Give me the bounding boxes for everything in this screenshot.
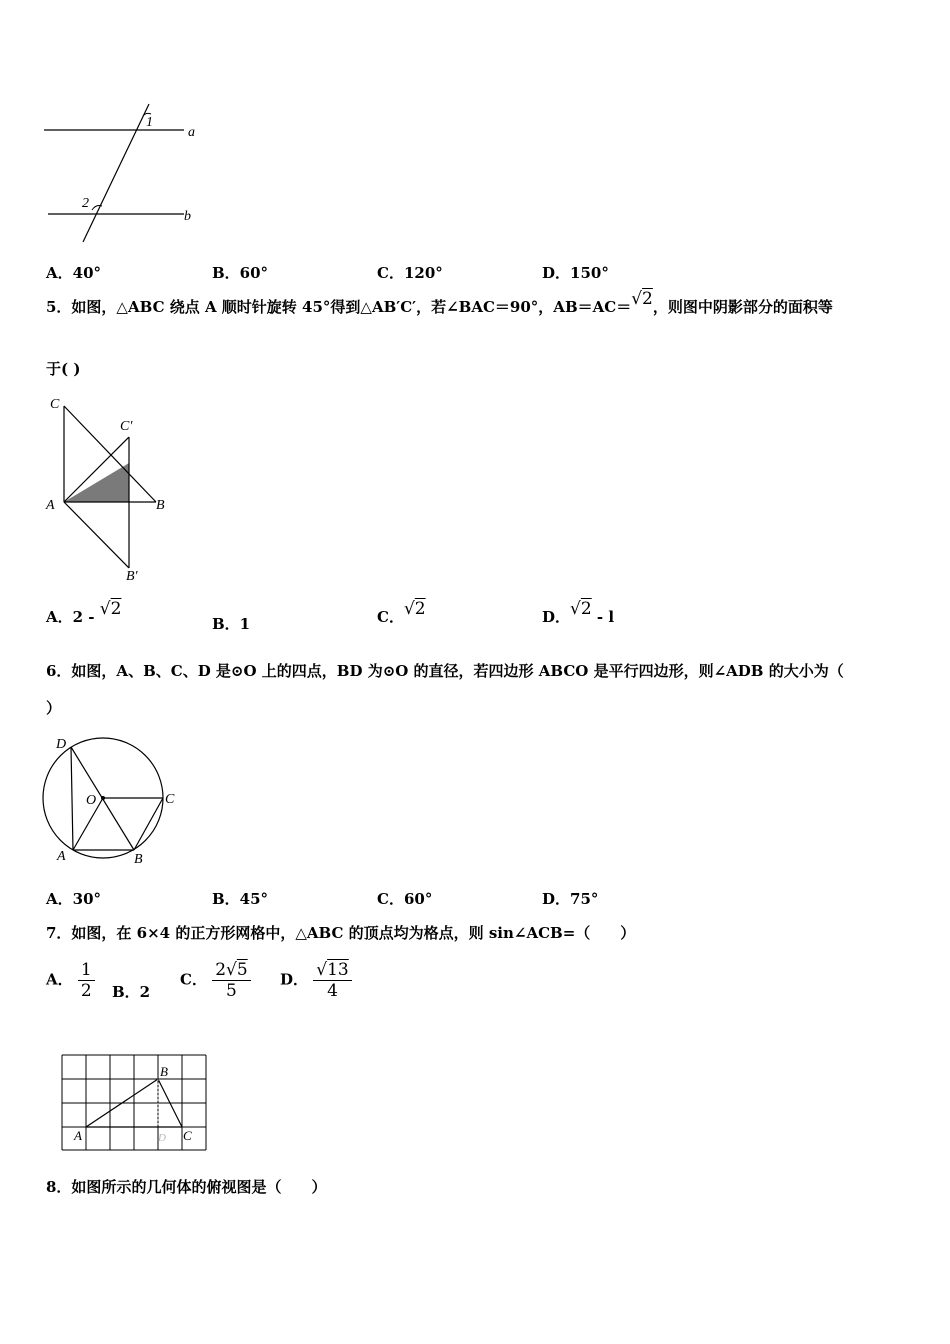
q7-point-c-label: C: [183, 1128, 192, 1143]
q5-point-a-label: A: [46, 498, 55, 513]
q5-point-b-label: B: [156, 498, 165, 513]
q6-stem-line1: 6．如图，A、B、C、D 是⊙O 上的四点，BD 为⊙O 的直径，若四边形 ABCO 是平行四边形，则∠ADB 的大小为（: [46, 662, 844, 680]
q7-option-b: B．2: [112, 983, 151, 1001]
q7-grid-figure: [58, 1050, 218, 1156]
q7-point-a-label: A: [74, 1128, 82, 1143]
q8-stem: 8．如图所示的几何体的俯视图是（ ）: [46, 1178, 327, 1196]
q5-stem-line2: 于( ): [46, 360, 81, 378]
q4-option-c: C．120°: [377, 264, 443, 282]
q7-option-c: C． $\frac{2√5}{5}$: [180, 960, 251, 1001]
q6-option-b: B．45°: [212, 890, 269, 908]
q5-option-a: A．2 - √2: [46, 599, 122, 626]
q4-parallel-lines-figure: [40, 100, 205, 248]
q5-option-b: B．1: [212, 615, 251, 633]
q6-option-c: C．60°: [377, 890, 433, 908]
q5-rotation-figure: [42, 392, 177, 584]
q5-option-c: C．√2: [377, 599, 426, 626]
q6-circle-figure: [40, 730, 185, 868]
q7-option-d: D． $\frac{√13}{4}$: [280, 960, 352, 1001]
q5-stem-part2: ，则图中阴影部分的面积等: [652, 298, 833, 316]
q6-option-d: D．75°: [542, 890, 599, 908]
q5-point-c-label: C: [50, 397, 60, 412]
q4-angle-1-label: 1: [146, 115, 153, 130]
q6-point-d-label: D: [56, 737, 67, 752]
q6-point-b-label: B: [134, 852, 143, 867]
q5-stem-sqrt: √2: [631, 289, 653, 309]
q4-line-a-label: a: [188, 125, 195, 140]
q4-line-b-label: b: [184, 209, 191, 224]
q5-stem-line1: [46, 289, 833, 317]
q4-option-a: A．40°: [46, 264, 102, 282]
q6-stem-line2: ）: [46, 699, 62, 717]
q4-angle-2-label: 2: [82, 196, 89, 211]
q4-option-b: B．60°: [212, 264, 269, 282]
q6-point-a-label: A: [57, 849, 66, 864]
q4-option-d: D．150°: [542, 264, 609, 282]
q6-point-c-label: C: [165, 792, 175, 807]
q6-option-a: A．30°: [46, 890, 102, 908]
q7-point-b-label: B: [160, 1064, 168, 1079]
q6-point-o-label: O: [86, 793, 97, 808]
q5-option-d: D．√2 - l: [542, 599, 615, 626]
q5-stem-part1: 5．如图，△ABC 绕点 A 顺时针旋转 45°得到△AB′C′，若∠BAC＝90°，AB＝AC＝: [46, 298, 632, 316]
q5-point-c-prime-label: C′: [120, 419, 133, 434]
q5-point-b-prime-label: B′: [126, 569, 138, 584]
q7-point-d-label: D: [158, 1132, 166, 1144]
q7-stem: 7．如图，在 6×4 的正方形网格中，△ABC 的顶点均为格点，则 sin∠ACB=（ ）: [46, 924, 636, 942]
q7-option-a: A． $\frac{1}{2}$: [46, 960, 95, 1001]
